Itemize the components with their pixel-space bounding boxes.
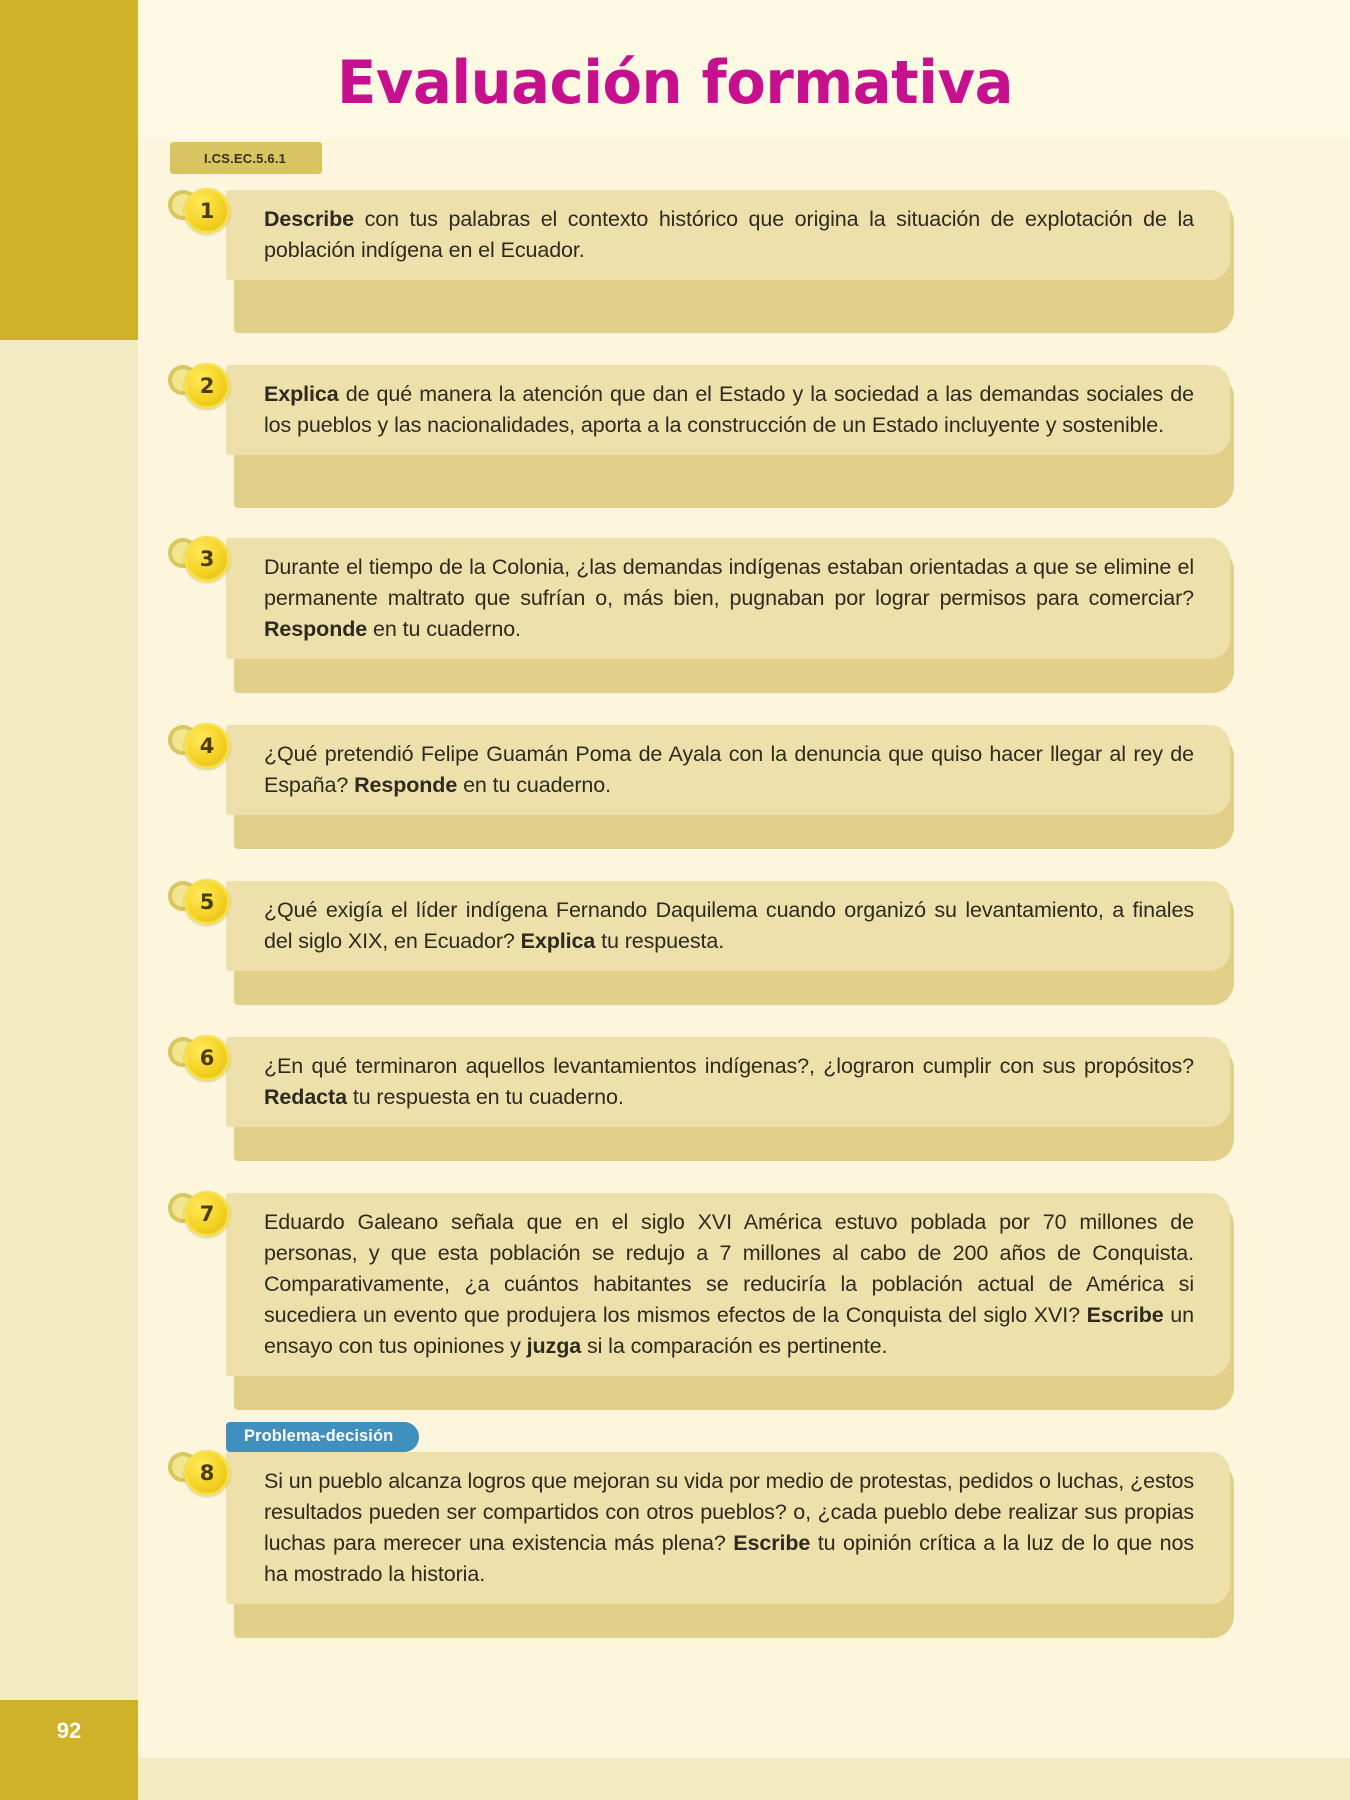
question-box <box>226 881 1230 971</box>
indicator-code-tag: I.CS.EC.5.6.1 <box>170 142 322 174</box>
question-number-badge <box>168 719 244 779</box>
question-verb: Escribe <box>1086 1303 1164 1327</box>
question-text <box>264 895 1194 957</box>
question-text <box>264 739 1194 801</box>
question-text <box>264 552 1194 645</box>
question-number: 7 <box>184 1191 230 1237</box>
question-number-badge <box>168 1031 244 1091</box>
question-number: 6 <box>184 1035 230 1081</box>
question-number-badge <box>168 532 244 592</box>
question-box <box>226 365 1230 455</box>
question-number: 1 <box>184 188 230 234</box>
question-number: 4 <box>184 723 230 769</box>
question-number-badge <box>168 1187 244 1247</box>
question-body-tail: en tu cuaderno. <box>367 617 521 641</box>
question-box <box>226 190 1230 280</box>
question-body: ¿Qué exigía el líder indígena Fernando Daquilema cuando organizó su levantamiento, a finales del siglo XIX, en Ecuador? <box>264 898 1194 953</box>
question-verb-secondary: juzga <box>526 1334 582 1358</box>
question-item <box>0 1427 1350 1630</box>
question-verb: Responde <box>264 617 368 641</box>
question-text <box>264 1207 1194 1362</box>
question-body-tail: tu respuesta. <box>595 929 725 953</box>
question-item <box>0 190 1350 325</box>
question-item <box>0 881 1350 997</box>
question-verb: Explica <box>264 382 339 406</box>
question-box <box>226 1452 1230 1604</box>
question-body: ¿En qué terminaron aquellos levantamientos indígenas?, ¿lograron cumplir con sus propósitos? <box>264 1054 1194 1078</box>
question-item <box>0 1037 1350 1153</box>
question-number: 8 <box>184 1450 230 1496</box>
question-body-tail: tu opinión crítica a la luz de lo que nos ha mostrado la historia. <box>264 1531 1194 1586</box>
question-body: Eduardo Galeano señala que en el siglo XVI América estuvo poblada por 70 millones de personas, y que esta población se redujo a 7 millones al cabo de 200 años de Conquista. Comparativamente, ¿a cuántos habitantes se reduciría la población actual de América si sucediera un evento que produjera los mismos efectos de la Conquista del siglo XVI? <box>264 1210 1194 1327</box>
question-body: Si un pueblo alcanza logros que mejoran su vida por medio de protestas, pedidos o luchas, ¿estos resultados pueden ser compartidos con otros pueblos? o, ¿cada pueblo debe realizar sus propias luchas para merecer una existencia más plena? <box>264 1469 1194 1555</box>
page-title: Evaluación formativa <box>337 48 1013 118</box>
question-body-tail2: si la comparación es pertinente. <box>581 1334 888 1358</box>
page-number: 92 <box>56 1718 82 1743</box>
problem-decision-label: Problema-decisión <box>226 1422 419 1452</box>
question-body-tail: tu respuesta en tu cuaderno. <box>346 1085 624 1109</box>
question-body: Durante el tiempo de la Colonia, ¿las demandas indígenas estaban orientadas a que se elimine el permanente maltrato que sufrían o, más bien, pugnaban por lograr permisos para comerciar? <box>264 555 1194 610</box>
question-text <box>264 379 1194 441</box>
question-number: 2 <box>184 363 230 409</box>
question-text <box>264 1051 1194 1113</box>
question-item <box>0 1193 1350 1402</box>
question-verb: Escribe <box>733 1531 811 1555</box>
question-number: 3 <box>184 536 230 582</box>
question-verb: Responde <box>354 773 458 797</box>
question-box <box>226 538 1230 659</box>
question-verb: Describe <box>264 207 355 231</box>
question-box <box>226 1037 1230 1127</box>
question-box <box>226 1193 1230 1376</box>
question-number: 5 <box>184 879 230 925</box>
question-body: de qué manera la atención que dan el Estado y la sociedad a las demandas sociales de los pueblos y las nacionalidades, aporta a la construcción de un Estado incluyente y sostenible. <box>264 382 1194 437</box>
questions-list <box>0 190 1350 1630</box>
question-number-badge <box>168 184 244 244</box>
question-number-badge <box>168 359 244 419</box>
question-body: con tus palabras el contexto histórico que origina la situación de explotación de la población indígena en el Ecuador. <box>264 207 1194 262</box>
question-text <box>264 1466 1194 1590</box>
question-item <box>0 538 1350 685</box>
bottom-band <box>0 1758 1350 1800</box>
question-text <box>264 204 1194 266</box>
question-item <box>0 365 1350 500</box>
question-body-tail: en tu cuaderno. <box>457 773 611 797</box>
question-verb: Explica <box>520 929 596 953</box>
question-number-badge <box>168 1446 244 1506</box>
question-box <box>226 725 1230 815</box>
question-body: ¿Qué pretendió Felipe Guamán Poma de Ayala con la denuncia que quiso hacer llegar al rey de España? <box>264 742 1194 797</box>
question-verb: Redacta <box>264 1085 347 1109</box>
question-number-badge <box>168 875 244 935</box>
question-item <box>0 725 1350 841</box>
question-body-tail: un ensayo con tus opiniones y <box>264 1303 1194 1358</box>
